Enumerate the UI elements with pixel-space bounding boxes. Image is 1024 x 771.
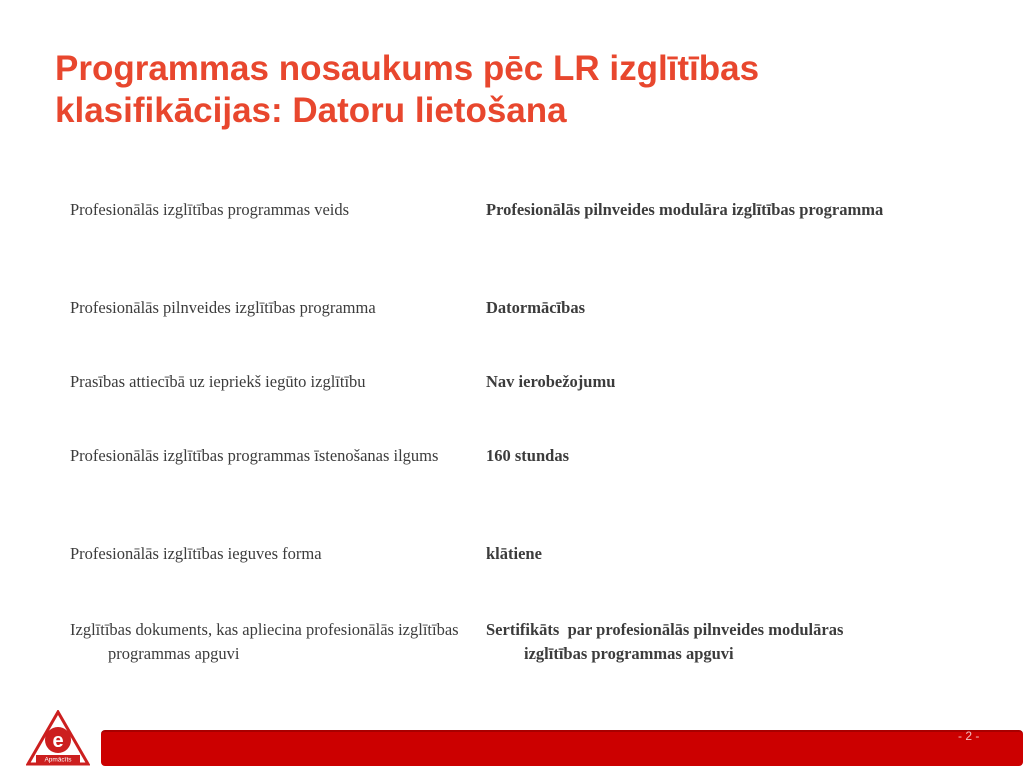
info-label: Profesionālās izglītības programmas īstenošanas ilgums: [70, 446, 439, 465]
info-value: 160 stundas: [486, 446, 569, 465]
info-label: Prasības attiecībā uz iepriekš iegūto izglītību: [70, 372, 366, 391]
logo-letter: e: [52, 730, 64, 752]
info-label: Profesionālās izglītības programmas veids: [70, 200, 350, 219]
info-value: Datormācības: [486, 298, 585, 317]
info-value: Nav ierobežojumu: [486, 372, 616, 391]
info-value: klātiene: [486, 544, 542, 563]
company-logo: [26, 710, 90, 766]
info-value: Sertifikāts par profesionālās pilnveides modulāras izglītības programmas apguvi: [486, 620, 848, 663]
logo-text: Apmācīts: [44, 756, 72, 764]
info-label: Profesionālās pilnveides izglītības programma: [70, 298, 376, 317]
page-number: - 2 -: [958, 729, 980, 743]
info-label: Profesionālās izglītības ieguves forma: [70, 544, 322, 563]
footer-bar: [101, 730, 1023, 766]
slide-title: Programmas nosaukums pēc LR izglītības klasifikācijas: Datoru lietošana: [55, 49, 760, 130]
info-label: Izglītības dokuments, kas apliecina profesionālās izglītības programmas apguvi: [70, 620, 459, 663]
info-value: Profesionālās pilnveides modulāra izglītības programma: [486, 200, 884, 219]
